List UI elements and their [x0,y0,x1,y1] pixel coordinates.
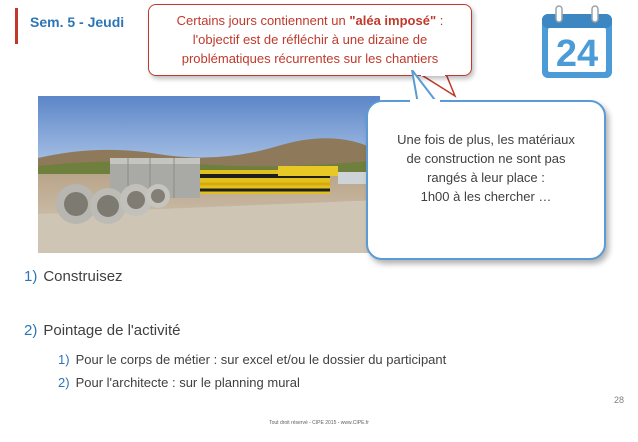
calendar-day: 24 [555,33,599,75]
list-label: Construisez [43,268,123,285]
sub-list-label: Pour le corps de métier : sur excel et/ou le dossier du participant [75,352,447,367]
callout-line-3: problématiques récurrentes sur les chantiers [181,51,439,66]
aleas-callout [148,4,472,76]
incident-line-4: 1h00 à les chercher … [420,189,552,204]
list-label: Pointage de l'activité [43,322,181,339]
sub-list-item [58,375,300,390]
list-number: 2) [24,322,38,339]
footer-copyright: Tout droit réservé - CIPE 2015 - www.CIPE.fr [269,420,369,426]
callout-line-2: l'objectif est de réfléchir à une dizaine de [192,32,428,47]
sub-list-label: Pour l'architecte : sur le planning mural [75,375,300,390]
list-item-pointage [24,322,180,339]
list-number: 1) [24,268,38,285]
incident-line-3: rangés à leur place : [427,170,545,185]
page-number: 28 [613,395,624,405]
calendar-icon [540,4,614,80]
slide-title: Sem. 5 - Jeudi [30,14,125,30]
sub-list-item [58,352,446,367]
callout-line-1: Certains jours contiennent un "aléa imposé" : [176,13,444,28]
list-item-construisez [24,268,123,285]
construction-materials-photo [38,96,380,253]
incident-line-2: de construction ne sont pas [406,151,566,166]
sub-list-number: 2) [58,375,70,390]
incident-line-1: Une fois de plus, les matériaux [397,132,575,147]
side-callout-tail-cover [410,99,440,105]
title-accent-bar [15,8,18,44]
incident-callout [366,100,606,260]
sub-list-number: 1) [58,352,70,367]
